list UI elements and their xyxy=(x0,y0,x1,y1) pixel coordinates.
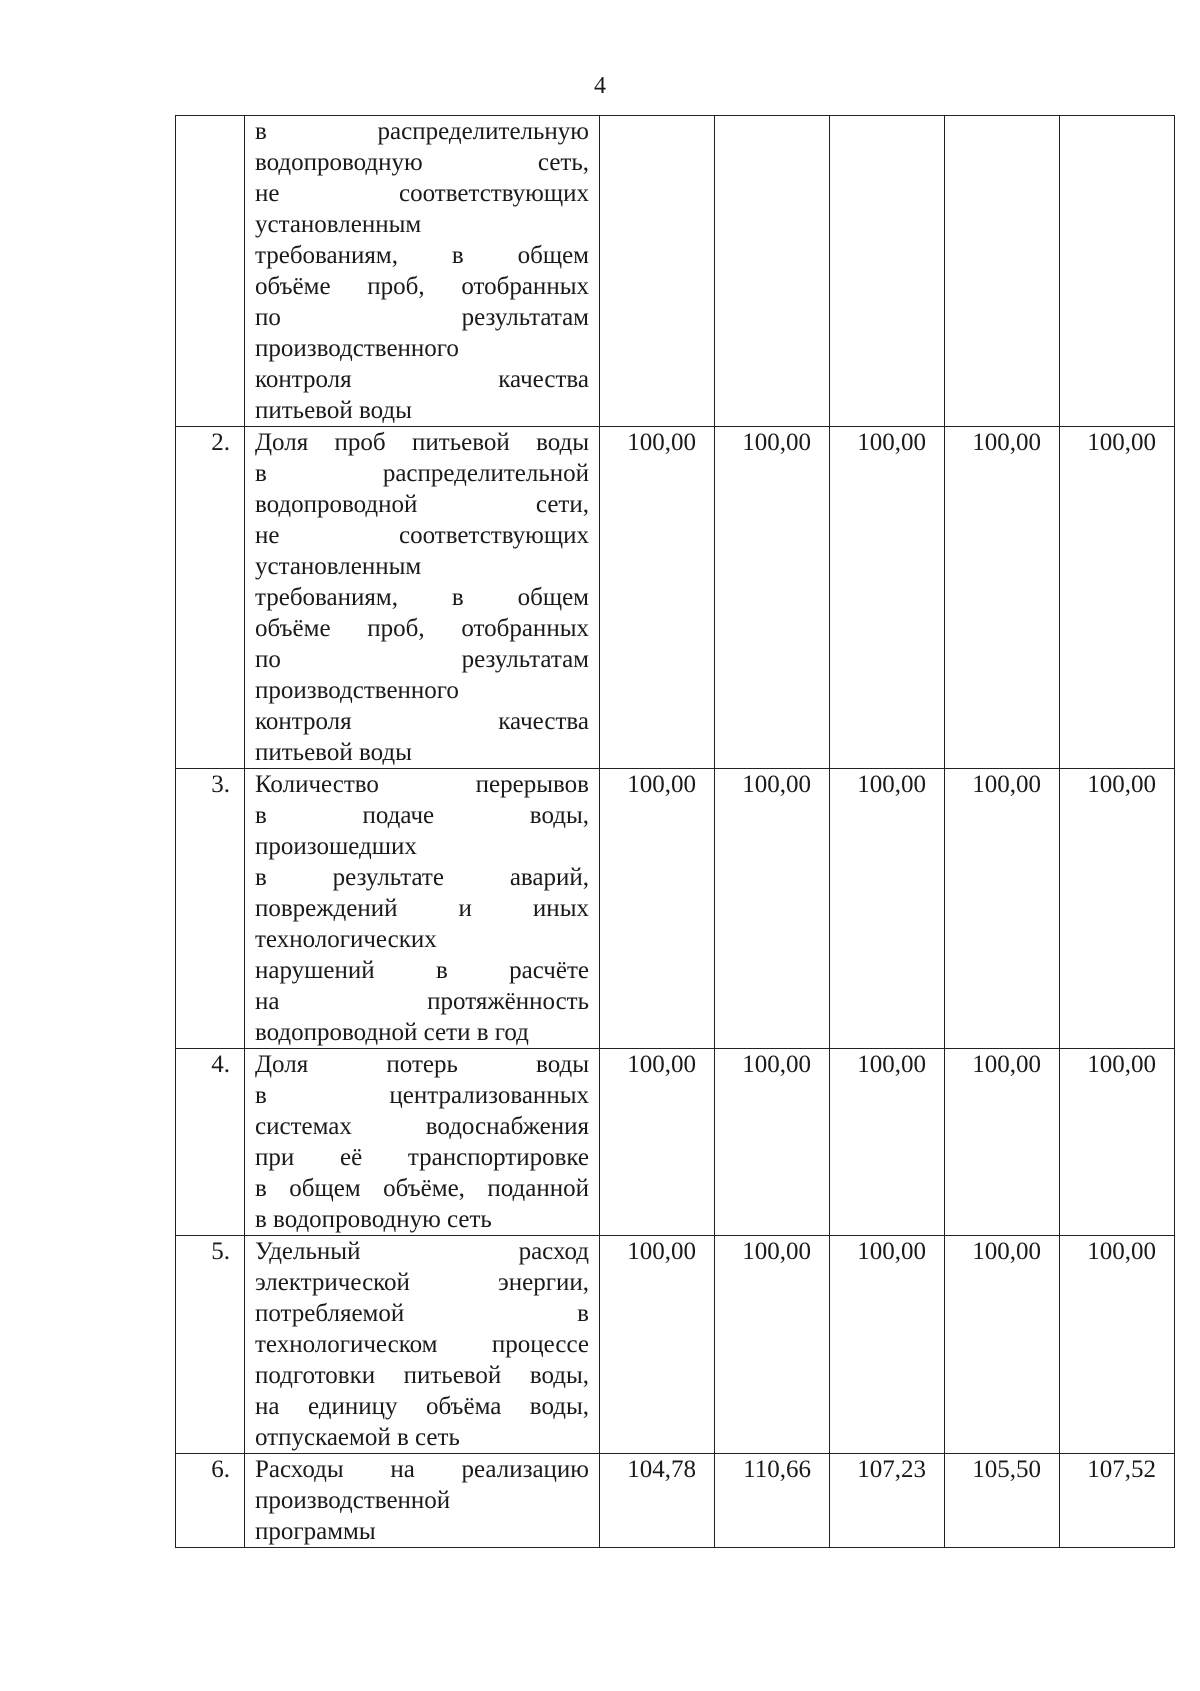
indicator-name-line: на единицу объёма воды, xyxy=(255,1393,589,1420)
indicator-name-line: водопроводной сети, xyxy=(255,491,589,518)
table-row xyxy=(176,1454,1175,1548)
table-body xyxy=(176,116,1175,1548)
indicator-name-line: в централизованных xyxy=(255,1082,589,1109)
row-number-cell: 4. xyxy=(176,1049,245,1236)
indicator-name-line: контроля качества xyxy=(255,366,589,393)
indicator-name-line: Количество перерывов xyxy=(255,771,589,798)
indicator-name-line: установленным xyxy=(255,211,422,238)
value-cell xyxy=(715,116,830,427)
indicator-name-line: в подаче воды, xyxy=(255,802,589,829)
indicator-name-cell xyxy=(245,1236,600,1454)
value-cell: 100,00 xyxy=(1060,1236,1175,1454)
indicator-name-cell xyxy=(245,1049,600,1236)
table-row xyxy=(176,769,1175,1049)
value-cell xyxy=(1060,116,1175,427)
indicator-name-line: Доля проб питьевой воды xyxy=(255,429,589,456)
indicator-name-line: в водопроводную сеть xyxy=(255,1206,492,1233)
indicator-name-line: объёме проб, отобранных xyxy=(255,615,589,642)
table-row xyxy=(176,116,1175,427)
value-cell: 100,00 xyxy=(1060,1049,1175,1236)
row-number-cell: 3. xyxy=(176,769,245,1049)
indicator-name-line: производственного xyxy=(255,677,459,704)
indicator-name-line: в результате аварий, xyxy=(255,864,589,891)
value-cell: 107,52 xyxy=(1060,1454,1175,1548)
indicator-name-line: питьевой воды xyxy=(255,739,412,766)
value-cell: 100,00 xyxy=(830,1049,945,1236)
row-number-cell: 6. xyxy=(176,1454,245,1548)
value-cell: 100,00 xyxy=(715,1049,830,1236)
value-cell: 110,66 xyxy=(715,1454,830,1548)
indicator-name-line: системах водоснабжения xyxy=(255,1113,589,1140)
indicator-name-line: производственной xyxy=(255,1487,451,1514)
indicator-name-line: установленным xyxy=(255,553,422,580)
indicator-name-line: Доля потерь воды xyxy=(255,1051,589,1078)
indicator-name-line: произошедших xyxy=(255,833,417,860)
indicator-name-line: по результатам xyxy=(255,304,589,331)
value-cell: 100,00 xyxy=(945,1236,1060,1454)
value-cell: 100,00 xyxy=(715,1236,830,1454)
page-number: 4 xyxy=(594,73,606,99)
indicator-name-line: в распределительную xyxy=(255,118,589,145)
table-row xyxy=(176,1236,1175,1454)
indicator-name-line: потребляемой в xyxy=(255,1300,589,1327)
indicator-name-cell xyxy=(245,1454,600,1548)
value-cell: 100,00 xyxy=(600,1049,715,1236)
value-cell xyxy=(830,116,945,427)
indicator-name-cell xyxy=(245,116,600,427)
value-cell: 100,00 xyxy=(600,1236,715,1454)
indicator-name-cell xyxy=(245,427,600,769)
indicator-name-line: производственного xyxy=(255,335,459,362)
value-cell: 100,00 xyxy=(945,769,1060,1049)
row-number-cell xyxy=(176,116,245,427)
row-number-cell: 2. xyxy=(176,427,245,769)
indicator-name-line: в общем объёме, поданной xyxy=(255,1175,589,1202)
indicator-name-line: электрической энергии, xyxy=(255,1269,589,1296)
indicator-name-cell xyxy=(245,769,600,1049)
indicator-name-line: не соответствующих xyxy=(255,180,589,207)
value-cell: 100,00 xyxy=(715,769,830,1049)
indicator-name-line: требованиям, в общем xyxy=(255,584,589,611)
value-cell: 100,00 xyxy=(830,769,945,1049)
indicator-name-line: контроля качества xyxy=(255,708,589,735)
value-cell xyxy=(945,116,1060,427)
indicator-name-line: водопроводную сеть, xyxy=(255,149,589,176)
indicator-name-line: не соответствующих xyxy=(255,522,589,549)
table-row xyxy=(176,427,1175,769)
indicator-name-line: Удельный расход xyxy=(255,1238,589,1265)
indicator-name-line: на протяжённость xyxy=(255,988,589,1015)
indicator-name-line: Расходы на реализацию xyxy=(255,1456,589,1483)
value-cell: 107,23 xyxy=(830,1454,945,1548)
value-cell: 100,00 xyxy=(600,769,715,1049)
indicator-name-line: технологических xyxy=(255,926,437,953)
indicator-name-line: питьевой воды xyxy=(255,397,412,424)
table-row xyxy=(176,1049,1175,1236)
value-cell: 100,00 xyxy=(830,1236,945,1454)
indicator-name-line: программы xyxy=(255,1518,376,1545)
indicator-name-line: объёме проб, отобранных xyxy=(255,273,589,300)
indicator-name-line: по результатам xyxy=(255,646,589,673)
row-number-cell: 5. xyxy=(176,1236,245,1454)
value-cell xyxy=(600,116,715,427)
value-cell: 100,00 xyxy=(830,427,945,769)
indicator-name-line: технологическом процессе xyxy=(255,1331,589,1358)
value-cell: 100,00 xyxy=(1060,427,1175,769)
indicators-table xyxy=(175,115,1175,1548)
indicator-name-line: нарушений в расчёте xyxy=(255,957,589,984)
indicator-name-line: подготовки питьевой воды, xyxy=(255,1362,589,1389)
value-cell: 100,00 xyxy=(945,427,1060,769)
value-cell: 100,00 xyxy=(600,427,715,769)
indicator-name-line: в распределительной xyxy=(255,460,589,487)
indicator-name-line: при её транспортировке xyxy=(255,1144,589,1171)
indicator-name-line: водопроводной сети в год xyxy=(255,1019,529,1046)
value-cell: 100,00 xyxy=(945,1049,1060,1236)
value-cell: 105,50 xyxy=(945,1454,1060,1548)
indicator-name-line: повреждений и иных xyxy=(255,895,589,922)
indicator-name-line: требованиям, в общем xyxy=(255,242,589,269)
value-cell: 100,00 xyxy=(1060,769,1175,1049)
value-cell: 104,78 xyxy=(600,1454,715,1548)
indicator-name-line: отпускаемой в сеть xyxy=(255,1424,460,1451)
value-cell: 100,00 xyxy=(715,427,830,769)
